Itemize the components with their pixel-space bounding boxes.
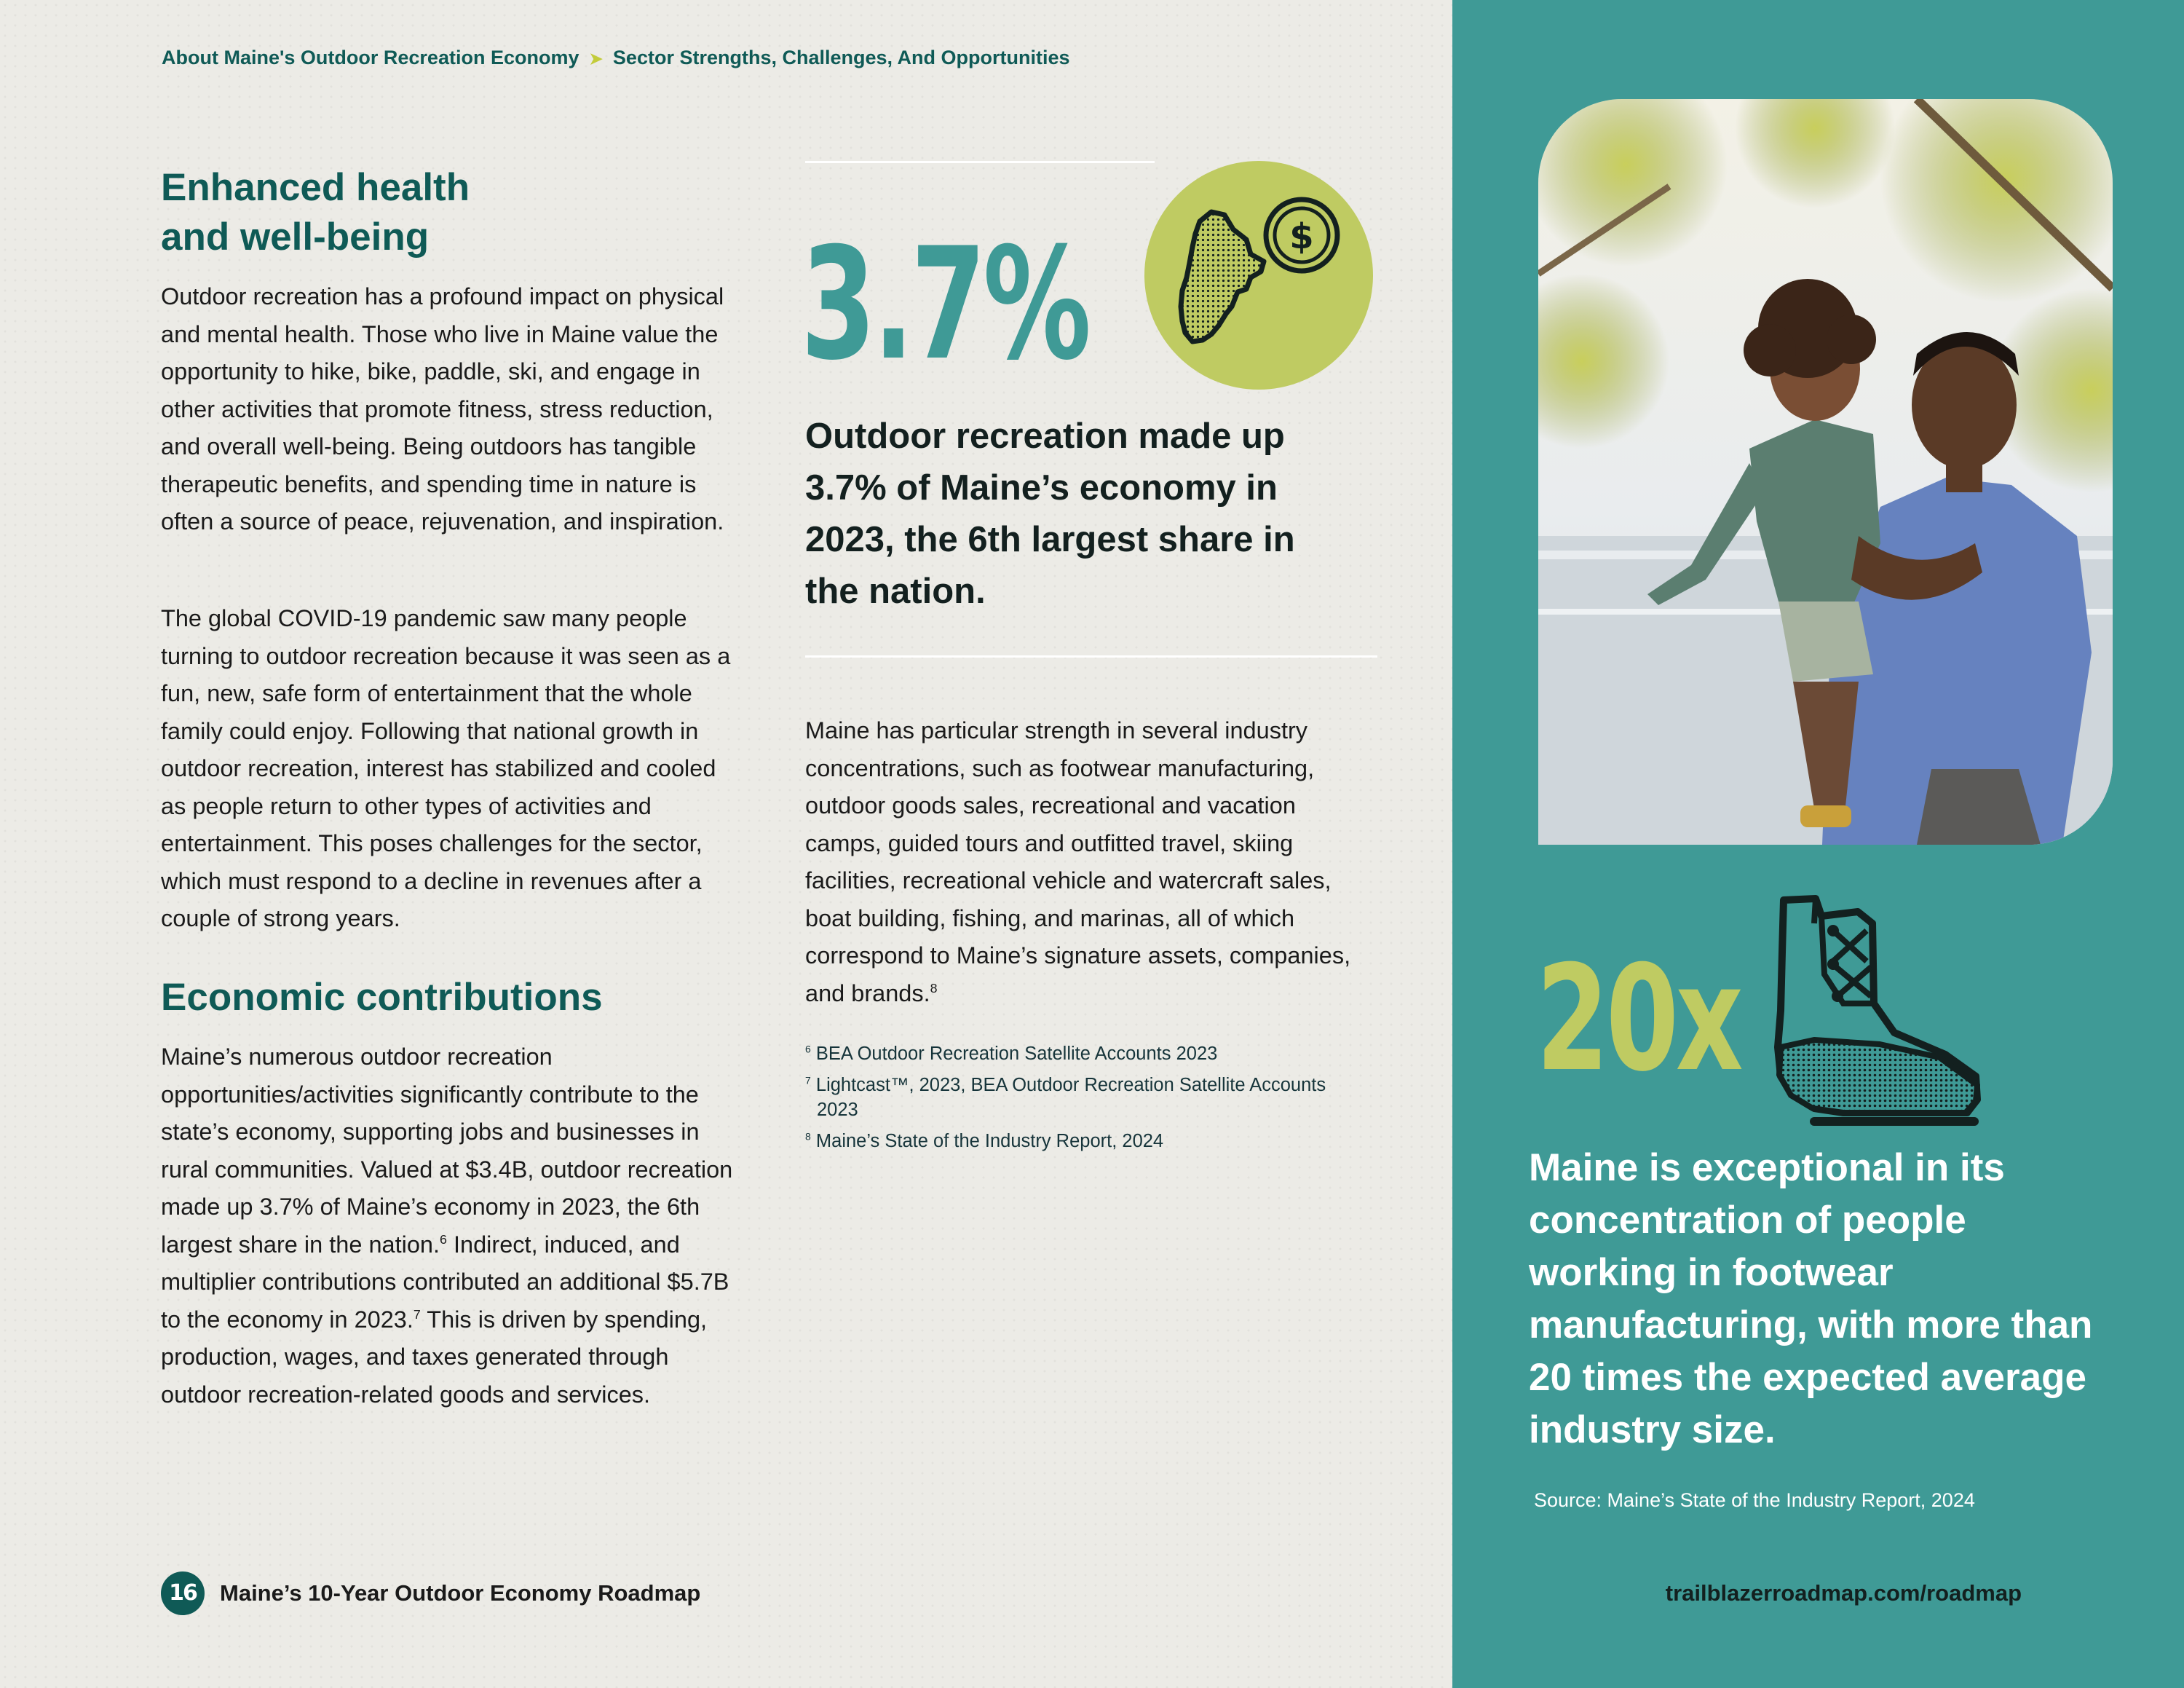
- economic-text-a: Maine’s numerous outdoor recreation opportunities/activities significantly contribute to the state’s economy, supporting jobs and businesses in rural communities. Valued at $3.4B, outdoor recreation made up 3.7% of Maine’s economy in 2023, the 6th largest share in the nation.: [161, 1044, 733, 1258]
- photo-illustration: [1538, 99, 2113, 845]
- breadcrumb-current[interactable]: Sector Strengths, Challenges, And Opportunities: [612, 47, 1070, 68]
- health-heading-line2: and well-being: [161, 216, 430, 259]
- footnotes: [805, 1041, 1329, 1160]
- svg-text:$: $: [1289, 216, 1314, 257]
- footnote-6-text: BEA Outdoor Recreation Satellite Accounts 2023: [815, 1044, 1218, 1064]
- footer-title: Maine’s 10-Year Outdoor Economy Roadmap: [220, 1580, 701, 1606]
- footnote-ref-6[interactable]: 6: [440, 1231, 447, 1247]
- stat-3-7-percent: 3.7%: [801, 214, 1088, 394]
- economic-heading: Economic contributions: [161, 976, 603, 1019]
- breadcrumb-separator-icon: ➤: [589, 50, 603, 68]
- stat-top-divider: [805, 161, 1155, 163]
- economic-paragraph: [161, 1038, 736, 1413]
- footnote-7: [805, 1073, 1329, 1122]
- footnote-8-text: Maine’s State of the Industry Report, 2024: [815, 1131, 1164, 1151]
- health-heading-line1: Enhanced health: [161, 166, 470, 209]
- footnote-ref-7[interactable]: 7: [413, 1306, 421, 1322]
- boot-icon-graphic: [1770, 894, 1989, 1129]
- stat-3-7-description: Outdoor recreation made up 3.7% of Maine’s economy in 2023, the 6th largest share in the nation.: [805, 417, 1295, 611]
- footnote-8: [805, 1129, 1329, 1153]
- footnote-7-number: 7: [805, 1074, 811, 1086]
- stat-bottom-divider: [805, 655, 1377, 658]
- maine-dollar-icon: [1144, 161, 1373, 390]
- stat-20x: 20x: [1536, 934, 1741, 1104]
- breadcrumb: [162, 47, 1070, 69]
- father-and-child-photo: [1538, 99, 2113, 845]
- footnote-6: [805, 1041, 1329, 1066]
- stat-20x-source: Source: Maine’s State of the Industry Report, 2024: [1534, 1489, 1975, 1511]
- health-paragraph-1: Outdoor recreation has a profound impact on physical and mental health. Those who live in Maine value the opportunity to hike, bike, paddle, ski, and engage in other activities that promote fitness, stress reduction, and overall well-being. Being outdoors has tangible therapeutic benefits, and spending time in nature is often a source of peace, rejuvenation, and inspiration.: [161, 283, 724, 535]
- footnote-7-text: Lightcast™, 2023, BEA Outdoor Recreation Satellite Accounts 2023: [815, 1075, 1326, 1120]
- footer-url-link[interactable]: trailblazerroadmap.com/roadmap: [1665, 1580, 2022, 1606]
- breadcrumb-section[interactable]: About Maine's Outdoor Recreation Economy: [162, 47, 579, 68]
- footnote-8-number: 8: [805, 1130, 811, 1143]
- footnote-6-number: 6: [805, 1043, 811, 1055]
- health-heading: [161, 163, 470, 262]
- maine-dollar-icon-graphic: [1144, 161, 1373, 390]
- footnote-ref-8[interactable]: 8: [930, 980, 938, 995]
- boot-icon: [1770, 894, 1989, 1129]
- economic-text-c: This is driven by spending, production, wages, and taxes generated through outdoor recreation-related goods and services.: [161, 1306, 708, 1408]
- stat-20x-description: Maine is exceptional in its concentration of people working in footwear manufacturing, with more than 20 times the expected average industry size.: [1529, 1146, 2093, 1451]
- economic-text-b: Indirect, induced, and multiplier contributions contributed an additional $5.7B to the economy in 2023.: [161, 1231, 729, 1333]
- health-paragraph-2: The global COVID-19 pandemic saw many people turning to outdoor recreation because it was seen as a fun, new, safe form of entertainment that the whole family could enjoy. Following that national growth in outdoor recreation, interest has stabilized and cooled as people return to other types of activities and entertainment. This poses challenges for the sector, which must respond to a decline in revenues after a couple of strong years.: [161, 605, 731, 931]
- strength-text: Maine has particular strength in several industry concentrations, such as footwear manufacturing, outdoor goods sales, recreational and vacation camps, guided tours and outfitted travel, skiing facilities, recreational vehicle and watercraft sales, boat building, fishing, and marinas, all of which correspond to Maine’s signature assets, companies, and brands.: [805, 717, 1351, 1006]
- page-number-badge: 16: [161, 1571, 205, 1615]
- strength-paragraph: [805, 712, 1373, 1012]
